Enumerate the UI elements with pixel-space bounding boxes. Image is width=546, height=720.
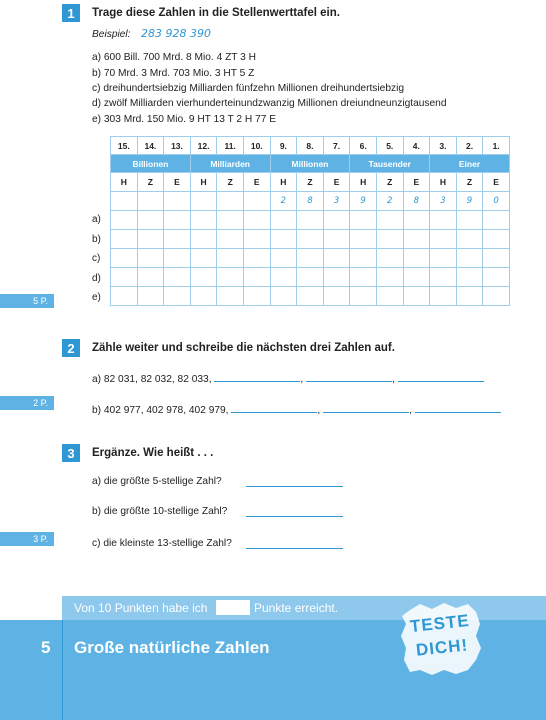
example-digit [243,192,270,211]
task-line-b [92,401,501,416]
score-prefix: Von 10 Punkten habe ich [74,601,208,615]
example-digit [111,192,138,211]
row-label-c: c) [92,253,101,264]
answer-row-b[interactable] [111,230,510,249]
position-cell: 2. [456,137,483,155]
letter-cell: Z [217,173,244,192]
row-label-a: a) [92,214,101,225]
letter-cell: Z [297,173,324,192]
answer-row-a[interactable] [111,211,510,230]
example-digit [137,192,164,211]
example-digit: 8 [297,192,324,211]
letter-cell: Z [376,173,403,192]
position-cell: 1. [483,137,510,155]
answer-row-d[interactable] [111,268,510,287]
position-cell: 11. [217,137,244,155]
group-header: Millionen [270,155,350,173]
comma: , [392,374,395,385]
task-item-c: c) dreihundertsiebzig Milliarden fünfzehn Millionen dreihundertsiebzig [92,83,405,94]
letter-cell: E [164,173,191,192]
task-number-badge: 3 [62,444,80,462]
letter-row [111,173,510,192]
example-digit: 3 [323,192,350,211]
example-digit: 9 [350,192,377,211]
score-suffix: Punkte erreicht. [254,601,339,615]
answer-blank[interactable] [231,401,317,413]
group-header: Einer [430,155,510,173]
example-value: 283 928 390 [141,27,211,40]
points-badge: 3 P. [0,532,54,546]
answer-blank[interactable] [246,505,343,517]
task-item-c-text: c) die kleinste 13-stellige Zahl? [92,538,232,549]
example-digit: 8 [403,192,430,211]
position-cell: 7. [323,137,350,155]
position-cell: 6. [350,137,377,155]
task-title: Trage diese Zahlen in die Stellenwerttafel ein. [92,7,340,19]
task-title: Zähle weiter und schreibe die nächsten drei Zahlen auf. [92,342,395,354]
teste-dich-stamp [400,602,482,676]
example-row [111,192,510,211]
position-cell: 4. [403,137,430,155]
task-line-a-text: a) 82 031, 82 032, 82 033, [92,374,212,385]
points-badge: 2 P. [0,396,54,410]
position-cell: 13. [164,137,191,155]
example-digit [217,192,244,211]
example-digit: 3 [430,192,457,211]
comma: , [300,374,304,385]
task-item-a [92,476,222,487]
answer-row-e[interactable] [111,287,510,306]
task-line-b-text: b) 402 977, 402 978, 402 979, [92,405,229,416]
row-label-e: e) [92,292,101,303]
points-badge: 5 P. [0,294,54,308]
position-cell: 5. [376,137,403,155]
letter-cell: H [350,173,377,192]
task-title: Ergänze. Wie heißt . . . [92,447,214,459]
position-cell: 8. [297,137,324,155]
group-header: Milliarden [190,155,270,173]
comma: , [409,405,412,416]
example-digit: 2 [270,192,297,211]
letter-cell: H [270,173,297,192]
chapter-title: Große natürliche Zahlen [74,638,270,657]
letter-cell: H [190,173,217,192]
task-item-a: a) 600 Bill. 700 Mrd. 8 Mio. 4 ZT 3 H [92,52,257,63]
example-digit: 9 [456,192,483,211]
row-label-b: b) [92,234,101,245]
letter-cell: E [323,173,350,192]
task-item-b: b) 70 Mrd. 3 Mrd. 703 Mio. 3 HT 5 Z [92,68,255,79]
position-cell: 9. [270,137,297,155]
task-item-a-text: a) die größte 5-stellige Zahl? [92,476,222,487]
row-label-d: d) [92,273,101,284]
letter-cell: E [243,173,270,192]
example-digit [164,192,191,211]
letter-cell: H [111,173,138,192]
answer-row-c[interactable] [111,249,510,268]
stamp-line2: DICH! [415,635,470,660]
answer-blank[interactable] [323,401,409,413]
example-label: Beispiel: [92,29,131,40]
task-line-a [92,370,484,385]
letter-cell: Z [456,173,483,192]
task-item-b-text: b) die größte 10-stellige Zahl? [92,506,228,517]
letter-cell: E [403,173,430,192]
task-number-badge: 1 [62,4,80,22]
letter-cell: E [483,173,510,192]
position-row [111,137,510,155]
letter-cell: H [430,173,457,192]
letter-cell: Z [137,173,164,192]
example-digit [190,192,217,211]
divider [62,620,63,720]
example-digit: 0 [483,192,510,211]
task-number-badge: 2 [62,339,80,357]
position-cell: 3. [430,137,457,155]
position-cell: 10. [243,137,270,155]
task-item-b [92,506,227,517]
position-cell: 12. [190,137,217,155]
place-value-table [110,136,510,306]
score-input[interactable] [216,600,250,615]
group-header: Billionen [111,155,191,173]
task-item-c [92,538,232,549]
answer-blank[interactable] [246,537,343,549]
position-cell: 14. [137,137,164,155]
stamp-line1: TESTE [409,610,471,637]
position-cell: 15. [111,137,138,155]
answer-blank[interactable] [214,370,300,382]
group-row [111,155,510,173]
answer-blank[interactable] [415,401,501,413]
answer-blank[interactable] [246,475,343,487]
page-number: 5 [41,638,51,657]
answer-blank[interactable] [398,370,484,382]
task-item-d: d) zwölf Milliarden vierhunderteinundzwanzig Millionen dreiundneunzigtausend [92,98,447,109]
example-digit: 2 [376,192,403,211]
task-item-e: e) 303 Mrd. 150 Mio. 9 HT 13 T 2 H 77 E [92,114,277,125]
group-header: Tausender [350,155,430,173]
answer-blank[interactable] [306,370,392,382]
comma: , [317,405,321,416]
